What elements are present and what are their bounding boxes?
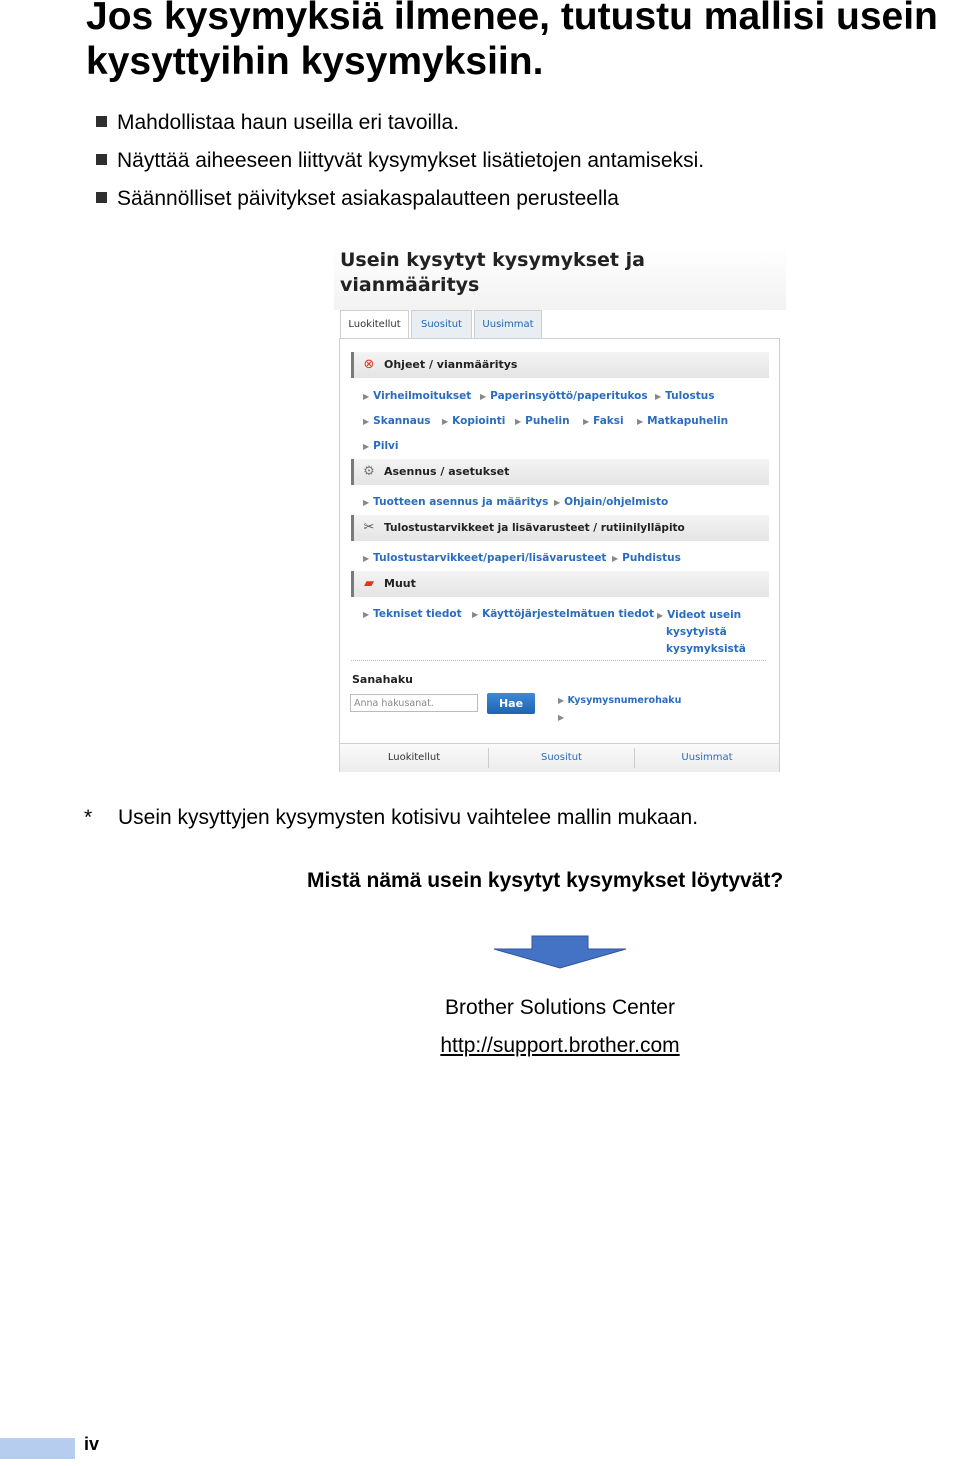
feature-item: Mahdollistaa haun useilla eri tavoilla. — [96, 106, 704, 144]
solutions-center-name: Brother Solutions Center — [445, 996, 675, 1019]
chevron-right-icon: ▶ — [442, 417, 449, 426]
link-paperinsyotto[interactable]: ▶ Paperinsyöttö/paperitukos — [480, 390, 648, 402]
link-ohjain[interactable]: ▶ Ohjain/ohjelmisto — [554, 496, 669, 508]
link-tulostustarvikkeet[interactable]: ▶ Tulostustarvikkeet/paperi/lisävarusteet — [363, 552, 607, 564]
error-icon: ⊗ — [363, 357, 375, 372]
link-puhelin[interactable]: ▶ Puhelin — [515, 415, 570, 427]
link-kopiointi[interactable]: ▶ Kopiointi — [442, 415, 506, 427]
support-url-link[interactable]: http://support.brother.com — [440, 1034, 680, 1057]
question-heading: Mistä nämä usein kysytyt kysymykset löytyvät? — [307, 869, 784, 892]
link-puhdistus[interactable]: ▶ Puhdistus — [612, 552, 681, 564]
bottom-tab-luokitellut[interactable]: Luokitellut — [387, 752, 441, 763]
feature-item: Säännölliset päivitykset asiakaspalautteen perusteella — [96, 182, 704, 220]
chevron-right-icon: ▶ — [558, 713, 565, 722]
chevron-right-icon: ▶ — [657, 611, 664, 620]
chevron-right-icon: ▶ — [558, 696, 565, 705]
bottom-tab-bar — [340, 743, 779, 772]
chevron-right-icon: ▶ — [363, 442, 370, 451]
link-tekniset-tiedot[interactable]: ▶ Tekniset tiedot — [363, 608, 462, 620]
square-bullet-icon — [96, 192, 107, 203]
section-muut[interactable]: ▰ Muut — [351, 571, 769, 597]
heading-line-2: kysyttyihin kysymyksiin. — [86, 40, 544, 83]
down-arrow-icon — [492, 934, 628, 970]
link-virheilmoitukset[interactable]: ▶ Virheilmoitukset — [363, 390, 472, 402]
gear-icon: ⚙ — [363, 464, 375, 479]
chevron-right-icon: ▶ — [583, 417, 590, 426]
keyword-search-label: Sanahaku — [352, 673, 413, 686]
screenshot-header — [334, 246, 786, 310]
faq-page-screenshot — [334, 246, 786, 772]
chevron-right-icon: ▶ — [363, 392, 370, 401]
screenshot-title: Usein kysytyt kysymykset ja vianmääritys — [340, 249, 645, 296]
note-text: Usein kysyttyjen kysymysten kotisivu vaihtelee mallin mukaan. — [118, 806, 699, 829]
note-asterisk: * — [84, 806, 93, 829]
heading-line-1: Jos kysymyksiä ilmenee, tutustu mallisi usein — [86, 0, 938, 38]
tab-suositut[interactable]: Suositut — [411, 310, 472, 339]
feature-item: Näyttää aiheeseen liittyvät kysymykset lisätietojen antamiseksi. — [96, 144, 704, 182]
footer-bar — [0, 1438, 75, 1459]
search-button[interactable]: Hae — [487, 693, 535, 714]
page-heading — [86, 0, 938, 84]
keyword-search-input[interactable]: Anna hakusanat. — [350, 694, 478, 712]
chevron-right-icon: ▶ — [363, 417, 370, 426]
chevron-right-icon: ▶ — [480, 392, 487, 401]
faq-panel — [339, 338, 780, 772]
divider — [351, 660, 766, 661]
support-url-line — [360, 1034, 760, 1058]
chevron-right-icon: ▶ — [637, 417, 644, 426]
link-matkapuhelin[interactable]: ▶ Matkapuhelin — [637, 415, 729, 427]
link-skannaus[interactable]: ▶ Skannaus — [363, 415, 431, 427]
chevron-right-icon: ▶ — [363, 554, 370, 563]
chevron-right-icon: ▶ — [363, 610, 370, 619]
link-pilvi[interactable]: ▶ Pilvi — [363, 440, 399, 452]
square-bullet-icon — [96, 116, 107, 127]
square-bullet-icon — [96, 154, 107, 165]
section-tulostustarvikkeet[interactable]: ✂ Tulostustarvikkeet ja lisävarusteet / rutiinilylläpito — [351, 515, 769, 541]
link-tuotteen-asennus[interactable]: ▶ Tuotteen asennus ja määritys — [363, 496, 549, 508]
page-number: iv — [84, 1434, 100, 1454]
chevron-right-icon: ▶ — [554, 498, 561, 507]
link-kayttojarjestelma[interactable]: ▶ Käyttöjärjestelmätuen tiedot — [472, 608, 654, 620]
feature-list — [96, 106, 704, 220]
bottom-tab-uusimmat[interactable]: Uusimmat — [681, 752, 733, 763]
link-faksi[interactable]: ▶ Faksi — [583, 415, 624, 427]
section-ohjeet[interactable]: ⊗ Ohjeet / vianmääritys — [351, 352, 769, 378]
section-asennus[interactable]: ⚙ Asennus / asetukset — [351, 459, 769, 485]
chevron-right-icon: ▶ — [472, 610, 479, 619]
tab-uusimmat[interactable]: Uusimmat — [474, 310, 542, 339]
chevron-right-icon: ▶ — [363, 498, 370, 507]
briefcase-icon: ▰ — [364, 576, 374, 591]
link-videot[interactable]: ▶ Videot usein kysytyistä kysymyksistä — [657, 609, 746, 655]
chevron-right-icon: ▶ — [655, 392, 662, 401]
tab-luokitellut[interactable]: Luokitellut — [340, 310, 409, 340]
tools-icon: ✂ — [363, 520, 375, 535]
link-tulostus[interactable]: ▶ Tulostus — [655, 390, 715, 402]
question-number-search-link[interactable]: ▶ Kysymysnumerohaku — [558, 695, 682, 706]
chevron-right-icon: ▶ — [515, 417, 522, 426]
bottom-tab-suositut[interactable]: Suositut — [541, 752, 582, 763]
chevron-right-icon: ▶ — [612, 554, 619, 563]
